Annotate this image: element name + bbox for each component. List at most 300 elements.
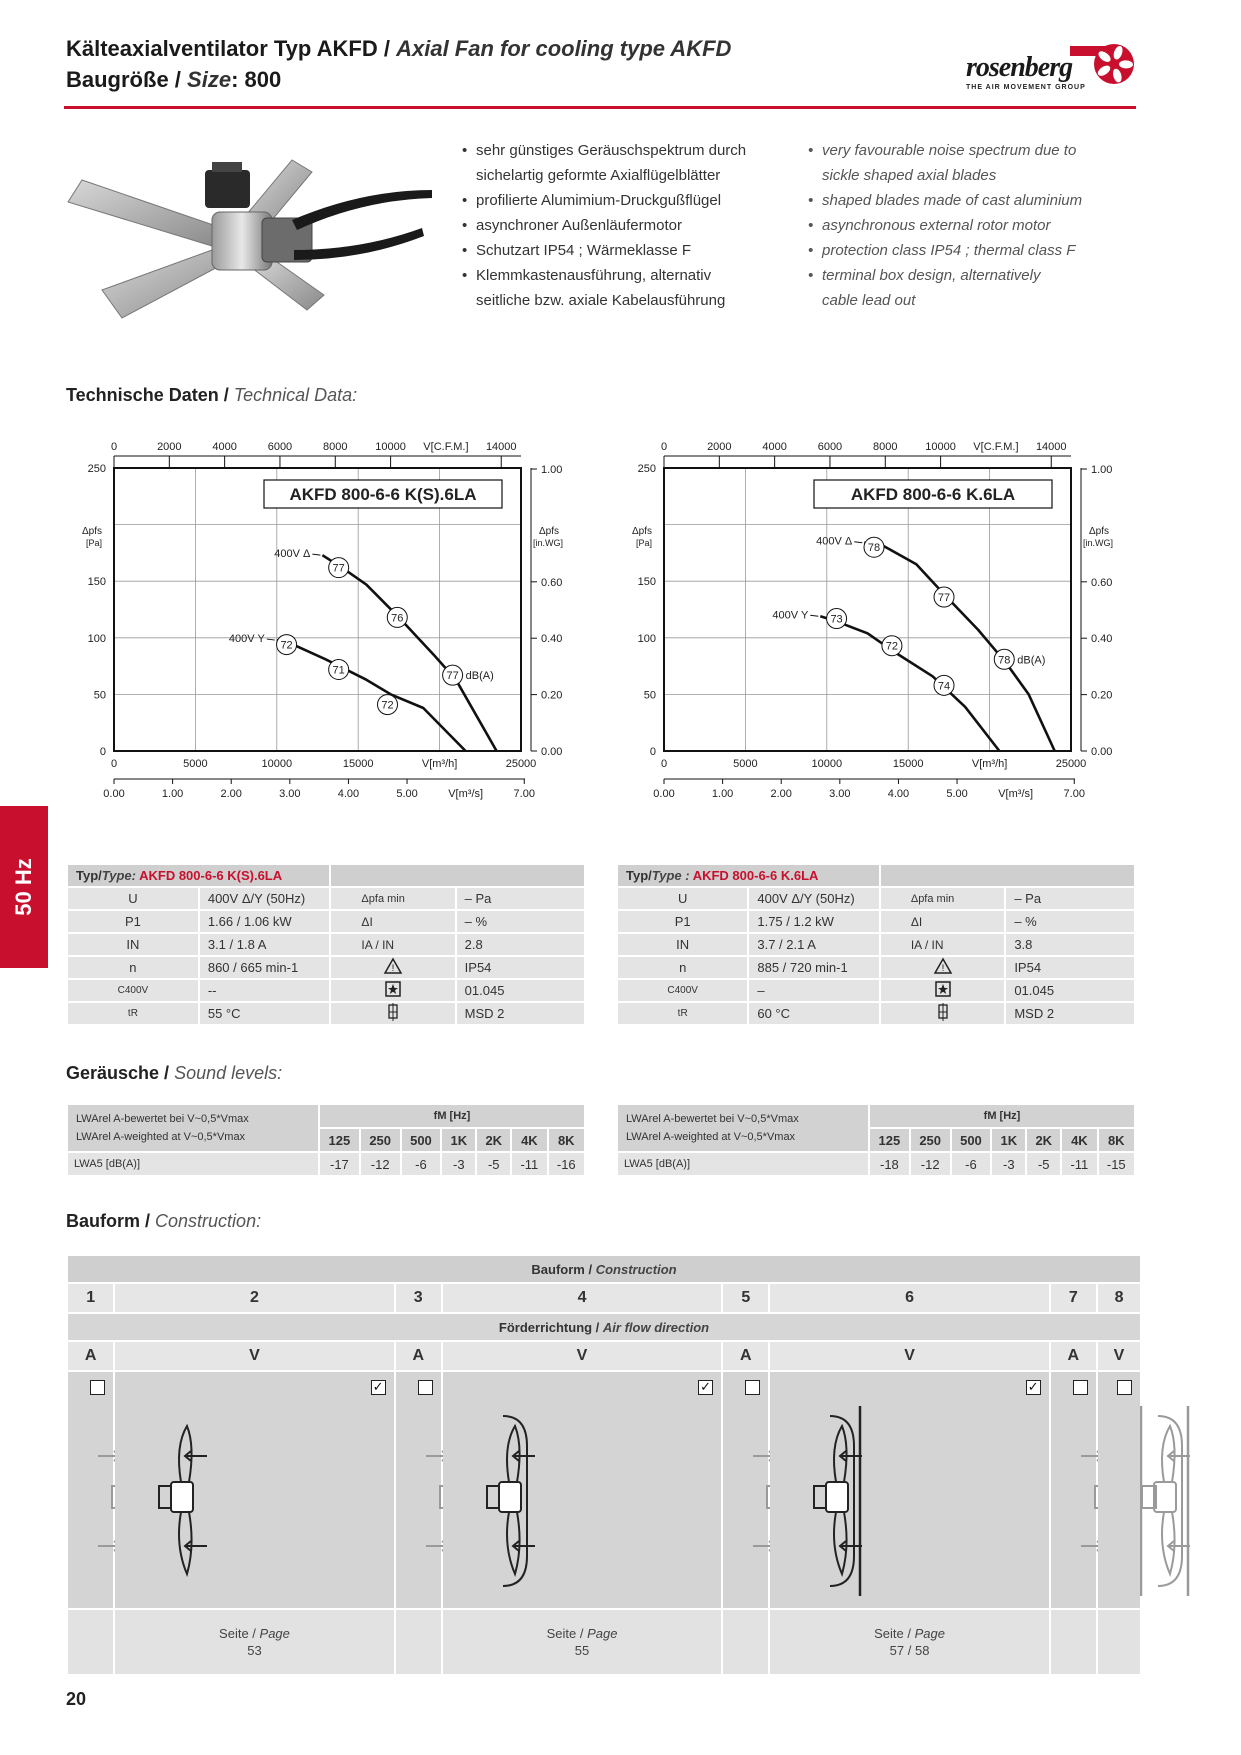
sound-value: -12 (911, 1153, 950, 1175)
x2-tick-label: 3.00 (829, 788, 851, 800)
band-cell: 250 (911, 1129, 950, 1151)
band-cell: 2K (477, 1129, 510, 1151)
data-cell: 3.8 (1006, 934, 1134, 955)
data-cell: 2.8 (457, 934, 584, 955)
construction-heading (66, 1211, 261, 1232)
sound-label-en: LWArel A-weighted at V~0,5*Vmax (76, 1131, 246, 1143)
x-top-tick-label: 4000 (212, 441, 237, 453)
page-reference (115, 1610, 393, 1674)
chart-svg-2 (616, 428, 1114, 848)
construction-table-header (68, 1256, 1140, 1282)
type-label-de: Typ/ (626, 868, 652, 883)
x-top-tick-label: 0 (110, 441, 118, 453)
data-cell: IP54 (1006, 957, 1134, 978)
y-tick-label: 50 (93, 689, 106, 702)
y-right-tick-label: 0.40 (1091, 633, 1113, 646)
data-row (68, 1003, 584, 1024)
y-right-tick-label: 0.00 (1091, 746, 1113, 758)
series-label: 400V Δ (274, 548, 311, 561)
data-row (68, 934, 584, 955)
motor-protection-icon (936, 1003, 950, 1021)
warning-icon (934, 958, 952, 974)
sound-value: -6 (402, 1153, 441, 1175)
x2-tick-label: 4.00 (887, 788, 910, 800)
data-cell: tR (68, 1003, 198, 1024)
page-title (66, 36, 731, 62)
x-tick-label: 5000 (183, 758, 208, 770)
x2-tick-label: 7.00 (1063, 788, 1085, 800)
fan-drawing (443, 1386, 561, 1616)
sound-table-2 (616, 1103, 1136, 1177)
x-top-tick-label: 14000 (1035, 441, 1067, 453)
noise-point (864, 537, 884, 557)
feature-en-1-cont: sickle shaped axial blades (822, 167, 997, 184)
y-right-tick-label: 1.00 (1091, 464, 1113, 477)
page-reference (770, 1610, 1048, 1674)
data-cell: IA / IN (881, 934, 1004, 955)
y-right-axis-unit: [in.WG] (533, 538, 564, 548)
features-en (808, 138, 1082, 313)
sound-value: -3 (442, 1153, 475, 1175)
page-label-en: Page (911, 1626, 945, 1641)
chart-svg-1 (66, 428, 564, 848)
construction-drawing-cell (770, 1372, 1048, 1608)
data-cell: IP54 (457, 957, 584, 978)
data-row (68, 911, 584, 932)
noise-value: 77 (446, 670, 459, 683)
series-label-leader (312, 554, 320, 555)
x-top-tick-label: 10000 (375, 441, 406, 453)
feature-de-4: • Schutzart IP54 ; Wärmeklasse F (462, 238, 746, 263)
features-de (462, 138, 746, 313)
noise-point (329, 659, 349, 679)
chart-title-box (264, 480, 502, 508)
type-name: AKFD 800-6-6 K.6LA (692, 868, 819, 883)
x2-tick-label: 2.00 (770, 788, 792, 800)
performance-chart-1 (66, 428, 564, 848)
data-cell: 3.7 / 2.1 A (749, 934, 878, 955)
x-top-tick-label: 0 (660, 441, 668, 453)
feature-de-1: • sehr günstiges Geräuschspektrum durch (462, 138, 746, 163)
x2-axis-label: V[m³/s] (998, 788, 1034, 800)
db-unit-label: dB(A) (465, 670, 494, 683)
x-top-tick-label: 2000 (157, 441, 182, 453)
sound-value: -15 (1099, 1153, 1134, 1175)
y-axis-label: Δpfs (631, 526, 652, 537)
page-reference-number: 57 / 58 (889, 1643, 930, 1658)
series-label: 400V Y (228, 633, 265, 646)
sound-label (618, 1105, 868, 1151)
data-cell: C400V (68, 980, 198, 1001)
noise-value: 72 (885, 640, 899, 653)
size-de: Baugröße / (66, 67, 181, 92)
construction-header-de: Bauform / (531, 1261, 593, 1277)
sound-value: -6 (952, 1153, 991, 1175)
x-top-tick-label: 14000 (485, 441, 517, 453)
y-right-tick-label: 0.20 (541, 689, 563, 702)
freq-header: fM [Hz] (320, 1105, 584, 1127)
feature-de-3: • asynchroner Außenläufermotor (462, 213, 746, 238)
noise-value: 73 (830, 613, 843, 626)
data-cell: Δpfa min (331, 888, 454, 909)
feature-en-3: • asynchronous external rotor motor (808, 213, 1082, 238)
series-label: 400V Δ (816, 535, 853, 548)
sound-value: -17 (320, 1153, 359, 1175)
series-label-leader (854, 542, 862, 543)
noise-point (882, 636, 902, 656)
data-cell (881, 1003, 1004, 1024)
page-reference (1098, 1610, 1140, 1674)
construction-number: 8 (1098, 1284, 1140, 1312)
sound-label-en: LWArel A-weighted at V~0,5*Vmax (626, 1131, 796, 1143)
x-top-tick-label: 6000 (817, 441, 843, 453)
x-top-tick-label: 8000 (873, 441, 898, 453)
noise-point (387, 607, 407, 627)
noise-value: 72 (381, 699, 394, 712)
type-cell (68, 865, 329, 886)
band-cell: 4K (1062, 1129, 1096, 1151)
y-right-tick-label: 0.40 (541, 633, 563, 646)
data-cell: U (618, 888, 747, 909)
y-tick-label: 150 (87, 576, 106, 589)
warning-icon (384, 958, 402, 974)
logo-wordmark: rosenberg (966, 52, 1073, 83)
data-row (618, 957, 1134, 978)
x-axis-label: V[m³/h] (971, 758, 1008, 770)
construction-drawing-cell (1098, 1372, 1140, 1608)
construction-number: 6 (770, 1284, 1048, 1312)
construction-number: 1 (68, 1284, 113, 1312)
data-cell: MSD 2 (457, 1003, 584, 1024)
noise-value: 78 (998, 654, 1011, 667)
sound-value: -3 (992, 1153, 1025, 1175)
data-cell: -- (200, 980, 330, 1001)
sound-row-label: LWA5 [dB(A)] (618, 1153, 868, 1175)
data-cell: MSD 2 (1006, 1003, 1134, 1024)
sound-label-de: LWArel A-bewertet bei V~0,5*Vmax (76, 1113, 249, 1125)
data-cell: – % (1006, 911, 1134, 932)
size-title (66, 67, 281, 93)
data-cell: 1.66 / 1.06 kW (200, 911, 330, 932)
y-right-tick-label: 0.20 (1091, 689, 1113, 702)
band-cell: 500 (952, 1129, 991, 1151)
x-top-tick-label: 10000 (925, 441, 956, 453)
construction-header-en: Construction (595, 1261, 677, 1277)
approval-star-icon (385, 981, 401, 997)
svg-text:!: ! (391, 963, 395, 973)
sound-value: -5 (477, 1153, 510, 1175)
band-cell: 125 (320, 1129, 359, 1151)
page-number: 20 (66, 1689, 87, 1709)
x-tick-label: 0 (110, 758, 118, 770)
data-row (68, 888, 584, 909)
type-label-en: Type: (101, 868, 136, 883)
x-top-tick-label: 8000 (323, 441, 348, 453)
x-tick-label: 25000 (1055, 758, 1087, 770)
page-reference-label (770, 1625, 1048, 1642)
x2-tick-label: 0.00 (653, 788, 675, 800)
plot-frame (114, 468, 521, 751)
data-cell: 400V Δ/Y (50Hz) (200, 888, 330, 909)
data-cell: ΔI (331, 911, 454, 932)
x-tick-label: 15000 (342, 758, 374, 770)
band-cell: 1K (442, 1129, 475, 1151)
x-top-tick-label: 4000 (762, 441, 787, 453)
data-cell (331, 957, 454, 978)
data-cell: P1 (618, 911, 747, 932)
x-tick-label: 15000 (892, 758, 924, 770)
type-cell (618, 865, 879, 886)
x-top-axis-label: V[C.F.M.] (423, 441, 469, 453)
airflow-direction: A (68, 1342, 113, 1370)
data-cell: C400V (618, 980, 747, 1001)
frequency-label: 50 Hz (11, 858, 36, 916)
data-table-2 (616, 863, 1136, 1026)
data-cell: 1.75 / 1.2 kW (749, 911, 878, 932)
data-row (618, 911, 1134, 932)
noise-value: 72 (280, 639, 293, 652)
x-tick-label: 0 (660, 758, 668, 770)
page-label-de: Seite / (874, 1626, 911, 1641)
noise-point (329, 558, 349, 578)
construction-number: 7 (1051, 1284, 1096, 1312)
x2-tick-label: 1.00 (711, 788, 734, 800)
construction-drawing-cell (68, 1372, 113, 1608)
feature-en-2: • shaped blades made of cast aluminium (808, 188, 1082, 213)
y-right-axis-label: Δpfs (539, 526, 560, 537)
feature-de-2: • profilierte Alumimium-Druckgußflügel (462, 188, 746, 213)
fan-logo-icon (1092, 42, 1136, 86)
sound-value: -11 (1062, 1153, 1096, 1175)
frequency-tab (0, 806, 48, 968)
construction-heading-en: Construction: (155, 1211, 262, 1231)
feature-en-5-cont: cable lead out (822, 292, 916, 309)
construction-drawing-cell (443, 1372, 721, 1608)
y-tick-label: 250 (637, 463, 656, 475)
selection-checkbox[interactable]: ✓ (1026, 1380, 1041, 1395)
x2-axis-label: V[m³/s] (448, 788, 484, 800)
construction-drawing-cell (396, 1372, 441, 1608)
data-cell: IA / IN (331, 934, 454, 955)
airflow-direction: V (770, 1342, 1048, 1370)
x2-tick-label: 5.00 (946, 788, 968, 800)
y-tick-label: 100 (87, 632, 106, 645)
chart-title: AKFD 800-6-6 K(S).6LA (289, 485, 477, 504)
feature-de-5: • Klemmkastenausführung, alternativ (462, 263, 746, 288)
x-tick-label: 10000 (811, 758, 843, 770)
sound-header-row (68, 1105, 584, 1127)
header-rule (64, 106, 1136, 109)
sound-value: -12 (361, 1153, 400, 1175)
chart-title: AKFD 800-6-6 K.6LA (850, 485, 1016, 504)
data-row (618, 888, 1134, 909)
band-cell: 1K (992, 1129, 1025, 1151)
page-reference (68, 1610, 113, 1674)
feature-de-1-cont: sichelartig geformte Axialflügelblätter (476, 167, 721, 184)
sound-label (68, 1105, 318, 1151)
series-line-2 (277, 640, 466, 751)
noise-value: 76 (391, 612, 404, 625)
selection-checkbox[interactable]: ✓ (698, 1380, 713, 1395)
y-tick-label: 0 (99, 746, 106, 758)
page-label-en: Page (583, 1626, 618, 1641)
series-line-1 (322, 555, 496, 751)
airflow-direction: A (396, 1342, 441, 1370)
series-label-leader (810, 615, 818, 616)
noise-point (277, 635, 297, 655)
page-reference (443, 1610, 721, 1674)
data-cell: Δpfa min (881, 888, 1004, 909)
y-right-tick-label: 0.00 (541, 746, 563, 758)
technical-heading (66, 385, 357, 406)
series-label-leader (267, 639, 275, 640)
data-cell: – Pa (1006, 888, 1134, 909)
x2-tick-label: 5.00 (396, 788, 418, 800)
data-cell: IN (618, 934, 747, 955)
y-tick-label: 50 (643, 689, 656, 702)
svg-text:!: ! (941, 963, 944, 973)
noise-point (934, 675, 954, 695)
data-cell (881, 957, 1004, 978)
data-cell (331, 1003, 454, 1024)
feature-de-5-cont: seitliche bzw. axiale Kabelausführung (476, 292, 726, 309)
freq-header: fM [Hz] (870, 1105, 1134, 1127)
data-cell: ΔI (881, 911, 1004, 932)
data-cell: n (68, 957, 198, 978)
data-cell: 3.1 / 1.8 A (200, 934, 330, 955)
sound-value: -5 (1027, 1153, 1060, 1175)
sound-header-row (618, 1105, 1134, 1127)
technical-heading-en: Technical Data: (233, 385, 358, 405)
data-cell: IN (68, 934, 198, 955)
x2-tick-label: 3.00 (279, 788, 301, 800)
page-reference-label (115, 1625, 393, 1642)
feature-en-5: • terminal box design, alternatively (808, 263, 1082, 288)
data-cell: 01.045 (457, 980, 584, 1001)
data-cell: 860 / 665 min-1 (200, 957, 330, 978)
data-cell (881, 980, 1004, 1001)
band-cell: 8K (1099, 1129, 1134, 1151)
construction-heading-de: Bauform / (66, 1211, 151, 1231)
page-label-de: Seite / (546, 1626, 584, 1641)
type-cell-empty (331, 865, 584, 886)
data-row (618, 980, 1134, 1001)
data-cell: 55 °C (200, 1003, 330, 1024)
data-row (68, 980, 584, 1001)
db-unit-label: dB(A) (1017, 654, 1046, 667)
x2-tick-label: 7.00 (513, 788, 535, 800)
x-top-axis-label: V[C.F.M.] (973, 441, 1019, 453)
sound-heading-de: Geräusche / (66, 1063, 170, 1083)
fan-drawing (1098, 1386, 1216, 1616)
sound-row-label: LWA5 [dB(A)] (68, 1153, 318, 1175)
data-cell: tR (618, 1003, 747, 1024)
performance-chart-2 (616, 428, 1114, 848)
page-label-de: Seite / (219, 1626, 256, 1641)
logo-tagline: THE AIR MOVEMENT GROUP (966, 84, 1086, 91)
construction-drawing-cell (723, 1372, 768, 1608)
x2-tick-label: 0.00 (103, 788, 125, 800)
x2-tick-label: 2.00 (220, 788, 242, 800)
page-reference (1051, 1610, 1096, 1674)
data-row (618, 1003, 1134, 1024)
series-line-2 (820, 613, 999, 751)
x-top-tick-label: 2000 (707, 441, 732, 453)
construction-number: 3 (396, 1284, 441, 1312)
y-tick-label: 250 (87, 463, 106, 475)
type-cell-empty (881, 865, 1134, 886)
title-en: Axial Fan for cooling type AKFD (396, 36, 732, 61)
y-tick-label: 150 (637, 576, 656, 589)
page-reference-label (443, 1625, 721, 1642)
y-axis-unit: [Pa] (635, 538, 652, 548)
construction-number: 2 (115, 1284, 393, 1312)
noise-value: 77 (937, 592, 951, 605)
noise-point (827, 609, 847, 629)
data-cell: – (749, 980, 878, 1001)
sound-value-row (68, 1153, 584, 1175)
data-table-1 (66, 863, 586, 1026)
y-axis-unit: [Pa] (85, 538, 102, 548)
sound-table-1 (66, 1103, 586, 1177)
x-top-tick-label: 6000 (267, 441, 293, 453)
x-tick-label: 5000 (733, 758, 758, 770)
y-right-axis-label: Δpfs (1089, 526, 1110, 537)
data-cell: 885 / 720 min-1 (749, 957, 878, 978)
construction-table (66, 1254, 1142, 1676)
page-reference (396, 1610, 441, 1674)
fan-drawing (115, 1386, 233, 1616)
airflow-direction: A (1051, 1342, 1096, 1370)
construction-number: 5 (723, 1284, 768, 1312)
x-tick-label: 10000 (261, 758, 293, 770)
data-cell: 60 °C (749, 1003, 878, 1024)
y-tick-label: 100 (637, 632, 656, 645)
y-axis-label: Δpfs (81, 526, 102, 537)
construction-drawing-cell (1051, 1372, 1096, 1608)
data-cell: n (618, 957, 747, 978)
airflow-header (68, 1314, 1140, 1340)
data-cell: P1 (68, 911, 198, 932)
feature-en-4: • protection class IP54 ; thermal class F (808, 238, 1082, 263)
data-cell (331, 980, 454, 1001)
selection-checkbox[interactable]: ✓ (371, 1380, 386, 1395)
airflow-direction: V (1098, 1342, 1140, 1370)
y-right-axis-unit: [in.WG] (1083, 538, 1114, 548)
noise-point (934, 587, 954, 607)
sound-value: -11 (512, 1153, 546, 1175)
type-name: AKFD 800-6-6 K(S).6LA (139, 868, 283, 883)
type-label-en: Type : (651, 868, 690, 883)
noise-value: 77 (332, 562, 345, 575)
y-right-tick-label: 0.60 (1091, 576, 1113, 589)
motor-protection-icon (386, 1003, 400, 1021)
sound-heading-en: Sound levels: (174, 1063, 283, 1083)
band-cell: 8K (549, 1129, 584, 1151)
sound-label-de: LWArel A-bewertet bei V~0,5*Vmax (626, 1113, 799, 1125)
y-right-tick-label: 0.60 (541, 576, 563, 589)
y-right-tick-label: 1.00 (541, 464, 563, 477)
brand-logo (966, 40, 1136, 96)
noise-value: 78 (867, 542, 881, 555)
data-row (68, 957, 584, 978)
data-row (618, 934, 1134, 955)
data-cell: – Pa (457, 888, 584, 909)
noise-value: 74 (937, 680, 951, 693)
band-cell: 4K (512, 1129, 546, 1151)
noise-point (994, 649, 1014, 669)
page-label-en: Page (255, 1626, 290, 1641)
